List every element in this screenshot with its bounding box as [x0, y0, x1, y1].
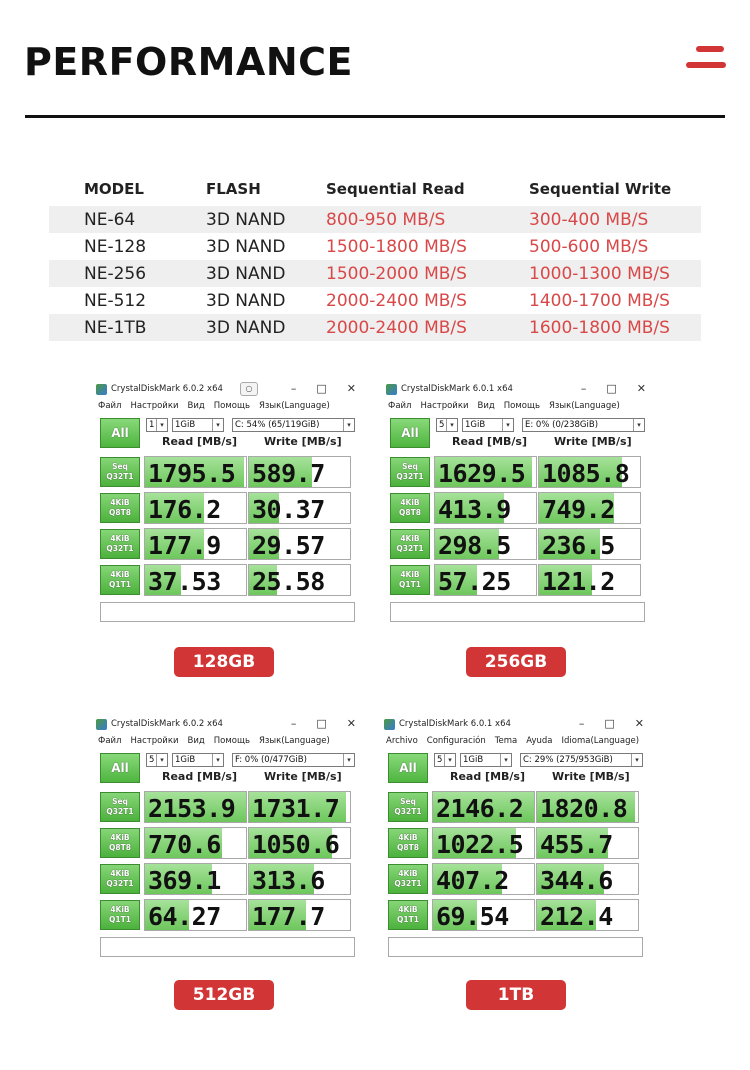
read-result-value: 57.25 — [438, 567, 511, 596]
size-select-value: 1GiB — [465, 420, 486, 430]
write-result-value: 212.4 — [540, 902, 613, 931]
write-result-value: 177.7 — [252, 902, 325, 931]
close-icon[interactable]: ✕ — [634, 717, 644, 730]
size-select[interactable] — [172, 418, 224, 432]
write-result — [248, 791, 351, 823]
window-title: CrystalDiskMark 6.0.1 x64 — [401, 384, 513, 394]
all-button[interactable]: All — [390, 418, 430, 448]
spec-table-header — [49, 172, 701, 206]
write-result-value: 1731.7 — [252, 794, 340, 823]
count-select-value: 5 — [149, 755, 155, 765]
menu-bar — [386, 736, 639, 746]
write-result-value: 1820.8 — [540, 794, 628, 823]
drive-select-value: C: 54% (65/119GiB) — [235, 420, 320, 430]
cdm-window — [382, 380, 652, 630]
test-label-top: 4KiB — [110, 869, 130, 878]
read-result — [144, 827, 247, 859]
window-title: CrystalDiskMark 6.0.2 x64 — [111, 384, 223, 394]
chevron-down-icon: ▾ — [502, 419, 513, 431]
capacity-badge: 128GB — [174, 647, 274, 677]
write-result — [248, 564, 351, 596]
test-button[interactable] — [100, 529, 140, 559]
maximize-icon[interactable]: □ — [316, 717, 327, 730]
test-label-top: 4KiB — [110, 498, 130, 507]
cell-flash: 3D NAND — [206, 290, 286, 311]
cell-read: 800-950 MB/S — [326, 209, 446, 230]
status-bar — [100, 937, 355, 957]
read-result-value: 2153.9 — [148, 794, 236, 823]
menu-item[interactable]: Archivo — [386, 736, 418, 746]
write-result — [536, 863, 639, 895]
close-icon[interactable]: ✕ — [346, 717, 356, 730]
write-result-value: 29.57 — [252, 531, 325, 560]
cell-flash: 3D NAND — [206, 317, 286, 338]
test-label-top: 4KiB — [398, 905, 418, 914]
read-result — [434, 456, 537, 488]
page-title: PERFORMANCE — [24, 40, 353, 84]
menu-item[interactable]: Файл — [98, 401, 122, 411]
cell-model: NE-1TB — [84, 317, 147, 338]
table-row — [49, 287, 701, 314]
test-label-top: 4KiB — [398, 869, 418, 878]
cell-write: 1000-1300 MB/S — [529, 263, 670, 284]
write-result-value: 236.5 — [542, 531, 615, 560]
read-result — [434, 528, 537, 560]
write-result-value: 344.6 — [540, 866, 613, 895]
test-label-bottom: Q32T1 — [396, 472, 424, 481]
menu-bar — [98, 401, 330, 411]
menu-item[interactable]: Ayuda — [526, 736, 553, 746]
test-button[interactable] — [390, 493, 430, 523]
maximize-icon[interactable]: □ — [606, 382, 617, 395]
count-select[interactable] — [146, 753, 168, 767]
menu-bar — [388, 401, 620, 411]
table-row — [49, 260, 701, 287]
test-label-top: 4KiB — [110, 833, 130, 842]
count-select[interactable] — [146, 418, 168, 432]
read-header: Read [MB/s] — [452, 435, 528, 448]
test-label-bottom: Q8T8 — [109, 508, 131, 517]
test-button[interactable] — [390, 457, 430, 487]
write-result-value: 121.2 — [542, 567, 615, 596]
count-select[interactable] — [436, 418, 458, 432]
test-button[interactable] — [388, 864, 428, 894]
write-header: Write [MB/s] — [554, 435, 632, 448]
write-result — [538, 528, 641, 560]
menu-item[interactable]: Файл — [98, 736, 122, 746]
test-label-top: Seq — [400, 797, 416, 806]
read-result-value: 176.2 — [148, 495, 221, 524]
read-result — [432, 899, 535, 931]
read-result — [432, 791, 535, 823]
cell-model: NE-128 — [84, 236, 147, 257]
window-title: CrystalDiskMark 6.0.1 x64 — [399, 719, 511, 729]
test-label-bottom: Q32T1 — [394, 807, 422, 816]
chevron-down-icon: ▾ — [212, 754, 223, 766]
header-flash: FLASH — [206, 180, 261, 198]
menu-item[interactable]: Настройки — [420, 401, 469, 411]
write-result-value: 30.37 — [252, 495, 325, 524]
write-header: Write [MB/s] — [552, 770, 630, 783]
read-result — [432, 827, 535, 859]
drive-select-value: C: 29% (275/953GiB) — [523, 755, 613, 765]
test-button[interactable] — [100, 792, 140, 822]
menu-item[interactable]: Настройки — [130, 736, 179, 746]
capacity-badge: 512GB — [174, 980, 274, 1010]
size-select-value: 1GiB — [175, 420, 196, 430]
read-result-value: 64.27 — [148, 902, 221, 931]
write-result — [538, 492, 641, 524]
size-select-value: 1GiB — [463, 755, 484, 765]
test-button[interactable] — [390, 565, 430, 595]
chevron-down-icon: ▾ — [212, 419, 223, 431]
test-button[interactable] — [390, 529, 430, 559]
test-label-bottom: Q32T1 — [396, 544, 424, 553]
minimize-icon[interactable]: – — [290, 717, 297, 730]
write-result — [536, 899, 639, 931]
test-label-bottom: Q32T1 — [106, 544, 134, 553]
test-button[interactable] — [100, 457, 140, 487]
cell-write: 1400-1700 MB/S — [529, 290, 670, 311]
test-label-top: 4KiB — [398, 833, 418, 842]
write-result — [538, 456, 641, 488]
title-bar — [92, 715, 362, 735]
test-label-bottom: Q1T1 — [109, 580, 131, 589]
write-result-value: 25.58 — [252, 567, 325, 596]
test-label-top: Seq — [402, 462, 418, 471]
write-result — [248, 827, 351, 859]
menu-item[interactable]: Язык(Language) — [548, 401, 620, 411]
window-controls — [291, 717, 356, 730]
cell-model: NE-64 — [84, 209, 136, 230]
cell-write: 1600-1800 MB/S — [529, 317, 670, 338]
test-label-bottom: Q1T1 — [109, 915, 131, 924]
cell-flash: 3D NAND — [206, 209, 286, 230]
theme-toggle-icon[interactable]: ○ — [240, 382, 258, 396]
size-select[interactable] — [172, 753, 224, 767]
write-result — [536, 791, 639, 823]
read-result — [144, 863, 247, 895]
write-result-value: 589.7 — [252, 459, 325, 488]
test-label-bottom: Q32T1 — [106, 879, 134, 888]
read-result — [144, 899, 247, 931]
test-button[interactable] — [100, 493, 140, 523]
menu-item[interactable]: Язык(Language) — [258, 736, 330, 746]
write-result — [248, 899, 351, 931]
test-button[interactable] — [100, 565, 140, 595]
window-controls — [579, 717, 644, 730]
test-label-bottom: Q1T1 — [397, 915, 419, 924]
header-seq-read: Sequential Read — [326, 180, 465, 198]
spec-table — [49, 172, 701, 341]
cell-write: 500-600 MB/S — [529, 236, 649, 257]
write-result — [248, 492, 351, 524]
cell-read: 2000-2400 MB/S — [326, 290, 467, 311]
title-bar — [382, 380, 652, 400]
header-seq-write: Sequential Write — [529, 180, 672, 198]
close-icon[interactable]: ✕ — [636, 382, 646, 395]
test-label-top: 4KiB — [110, 570, 130, 579]
cdm-window — [92, 715, 362, 965]
test-label-top: Seq — [112, 462, 128, 471]
write-result-value: 1085.8 — [542, 459, 630, 488]
status-bar — [100, 602, 355, 622]
maximize-icon[interactable]: □ — [316, 382, 327, 395]
test-label-bottom: Q32T1 — [106, 472, 134, 481]
chevron-down-icon: ▾ — [156, 419, 167, 431]
capacity-badge: 256GB — [466, 647, 566, 677]
drive-select-value: E: 0% (0/238GiB) — [525, 420, 599, 430]
count-select-value: 5 — [437, 755, 443, 765]
capacity-badge: 1TB — [466, 980, 566, 1010]
drive-select-value: F: 0% (0/477GiB) — [235, 755, 307, 765]
read-result-value: 2146.2 — [436, 794, 524, 823]
write-result — [248, 863, 351, 895]
cell-read: 1500-1800 MB/S — [326, 236, 467, 257]
menu-bar — [98, 736, 330, 746]
window-title: CrystalDiskMark 6.0.2 x64 — [111, 719, 223, 729]
cell-model: NE-256 — [84, 263, 147, 284]
write-result-value: 313.6 — [252, 866, 325, 895]
table-row — [49, 314, 701, 341]
read-result — [144, 492, 247, 524]
menu-item[interactable]: Idioma(Language) — [561, 736, 640, 746]
read-result-value: 369.1 — [148, 866, 221, 895]
size-select[interactable] — [460, 753, 512, 767]
chevron-down-icon: ▾ — [633, 419, 644, 431]
app-icon — [96, 719, 107, 730]
minimize-icon[interactable]: – — [580, 382, 587, 395]
menu-item[interactable]: Настройки — [130, 401, 179, 411]
read-result-value: 177.9 — [148, 531, 221, 560]
menu-item[interactable]: Tema — [494, 736, 518, 746]
menu-item[interactable]: Вид — [187, 401, 205, 411]
chevron-down-icon: ▾ — [156, 754, 167, 766]
write-result-value: 455.7 — [540, 830, 613, 859]
write-result — [248, 456, 351, 488]
minimize-icon[interactable]: – — [290, 382, 297, 395]
size-select-value: 1GiB — [175, 755, 196, 765]
count-select[interactable] — [434, 753, 456, 767]
count-select-value: 1 — [149, 420, 155, 430]
status-bar — [388, 937, 643, 957]
test-label-bottom: Q8T8 — [109, 843, 131, 852]
test-label-bottom: Q1T1 — [399, 580, 421, 589]
all-button[interactable]: All — [100, 753, 140, 783]
test-label-top: 4KiB — [400, 534, 420, 543]
brand-logo-bar — [686, 62, 726, 68]
write-result — [536, 827, 639, 859]
title-bar — [380, 715, 650, 735]
brand-logo-bar — [696, 46, 724, 52]
app-icon — [386, 384, 397, 395]
read-result-value: 1795.5 — [148, 459, 236, 488]
read-result — [434, 564, 537, 596]
test-button[interactable] — [388, 792, 428, 822]
menu-item[interactable]: Помощь — [503, 401, 540, 411]
size-select[interactable] — [462, 418, 514, 432]
drive-select[interactable] — [520, 753, 643, 767]
test-label-top: 4KiB — [400, 570, 420, 579]
chevron-down-icon: ▾ — [444, 754, 455, 766]
cell-flash: 3D NAND — [206, 236, 286, 257]
chevron-down-icon: ▾ — [343, 754, 354, 766]
test-label-bottom: Q32T1 — [106, 807, 134, 816]
menu-item[interactable]: Вид — [477, 401, 495, 411]
test-button[interactable] — [388, 900, 428, 930]
cdm-window — [380, 715, 650, 965]
test-button[interactable] — [100, 900, 140, 930]
menu-item[interactable]: Configuración — [426, 736, 486, 746]
read-result-value: 1629.5 — [438, 459, 526, 488]
window-controls — [581, 382, 646, 395]
test-label-top: 4KiB — [110, 534, 130, 543]
cdm-window — [92, 380, 362, 630]
read-result-value: 69.54 — [436, 902, 509, 931]
maximize-icon[interactable]: □ — [604, 717, 615, 730]
read-result — [144, 456, 247, 488]
window-controls — [291, 382, 356, 395]
app-icon — [96, 384, 107, 395]
write-header: Write [MB/s] — [264, 770, 342, 783]
title-bar — [92, 380, 362, 400]
menu-item[interactable]: Файл — [388, 401, 412, 411]
drive-select[interactable] — [522, 418, 645, 432]
cell-read: 2000-2400 MB/S — [326, 317, 467, 338]
test-label-top: Seq — [112, 797, 128, 806]
write-result — [538, 564, 641, 596]
write-header: Write [MB/s] — [264, 435, 342, 448]
status-bar — [390, 602, 645, 622]
drive-select[interactable] — [232, 418, 355, 432]
all-button[interactable]: All — [100, 418, 140, 448]
write-result — [248, 528, 351, 560]
close-icon[interactable]: ✕ — [346, 382, 356, 395]
cell-model: NE-512 — [84, 290, 147, 311]
test-label-bottom: Q32T1 — [394, 879, 422, 888]
write-result-value: 749.2 — [542, 495, 615, 524]
app-icon — [384, 719, 395, 730]
test-button[interactable] — [100, 864, 140, 894]
all-button[interactable]: All — [388, 753, 428, 783]
cell-flash: 3D NAND — [206, 263, 286, 284]
table-row — [49, 206, 701, 233]
read-result — [432, 863, 535, 895]
read-header: Read [MB/s] — [450, 770, 526, 783]
drive-select[interactable] — [232, 753, 355, 767]
read-header: Read [MB/s] — [162, 770, 238, 783]
menu-item[interactable]: Язык(Language) — [258, 401, 330, 411]
test-label-bottom: Q8T8 — [399, 508, 421, 517]
read-result-value: 298.5 — [438, 531, 511, 560]
cell-read: 1500-2000 MB/S — [326, 263, 467, 284]
minimize-icon[interactable]: – — [578, 717, 585, 730]
chevron-down-icon: ▾ — [446, 419, 457, 431]
read-result-value: 413.9 — [438, 495, 511, 524]
chevron-down-icon: ▾ — [500, 754, 511, 766]
test-button[interactable] — [100, 828, 140, 858]
test-label-top: 4KiB — [110, 905, 130, 914]
test-button[interactable] — [388, 828, 428, 858]
cell-write: 300-400 MB/S — [529, 209, 649, 230]
title-divider — [25, 115, 725, 118]
chevron-down-icon: ▾ — [631, 754, 642, 766]
test-label-top: 4KiB — [400, 498, 420, 507]
test-label-bottom: Q8T8 — [397, 843, 419, 852]
count-select-value: 5 — [439, 420, 445, 430]
header-model: MODEL — [84, 180, 144, 198]
read-header: Read [MB/s] — [162, 435, 238, 448]
read-result — [434, 492, 537, 524]
read-result-value: 1022.5 — [436, 830, 524, 859]
read-result-value: 770.6 — [148, 830, 221, 859]
menu-item[interactable]: Вид — [187, 736, 205, 746]
read-result — [144, 564, 247, 596]
table-row — [49, 233, 701, 260]
read-result — [144, 791, 247, 823]
brand-logo — [686, 46, 726, 70]
chevron-down-icon: ▾ — [343, 419, 354, 431]
read-result-value: 407.2 — [436, 866, 509, 895]
menu-item[interactable]: Помощь — [213, 401, 250, 411]
read-result — [144, 528, 247, 560]
write-result-value: 1050.6 — [252, 830, 340, 859]
read-result-value: 37.53 — [148, 567, 221, 596]
menu-item[interactable]: Помощь — [213, 736, 250, 746]
